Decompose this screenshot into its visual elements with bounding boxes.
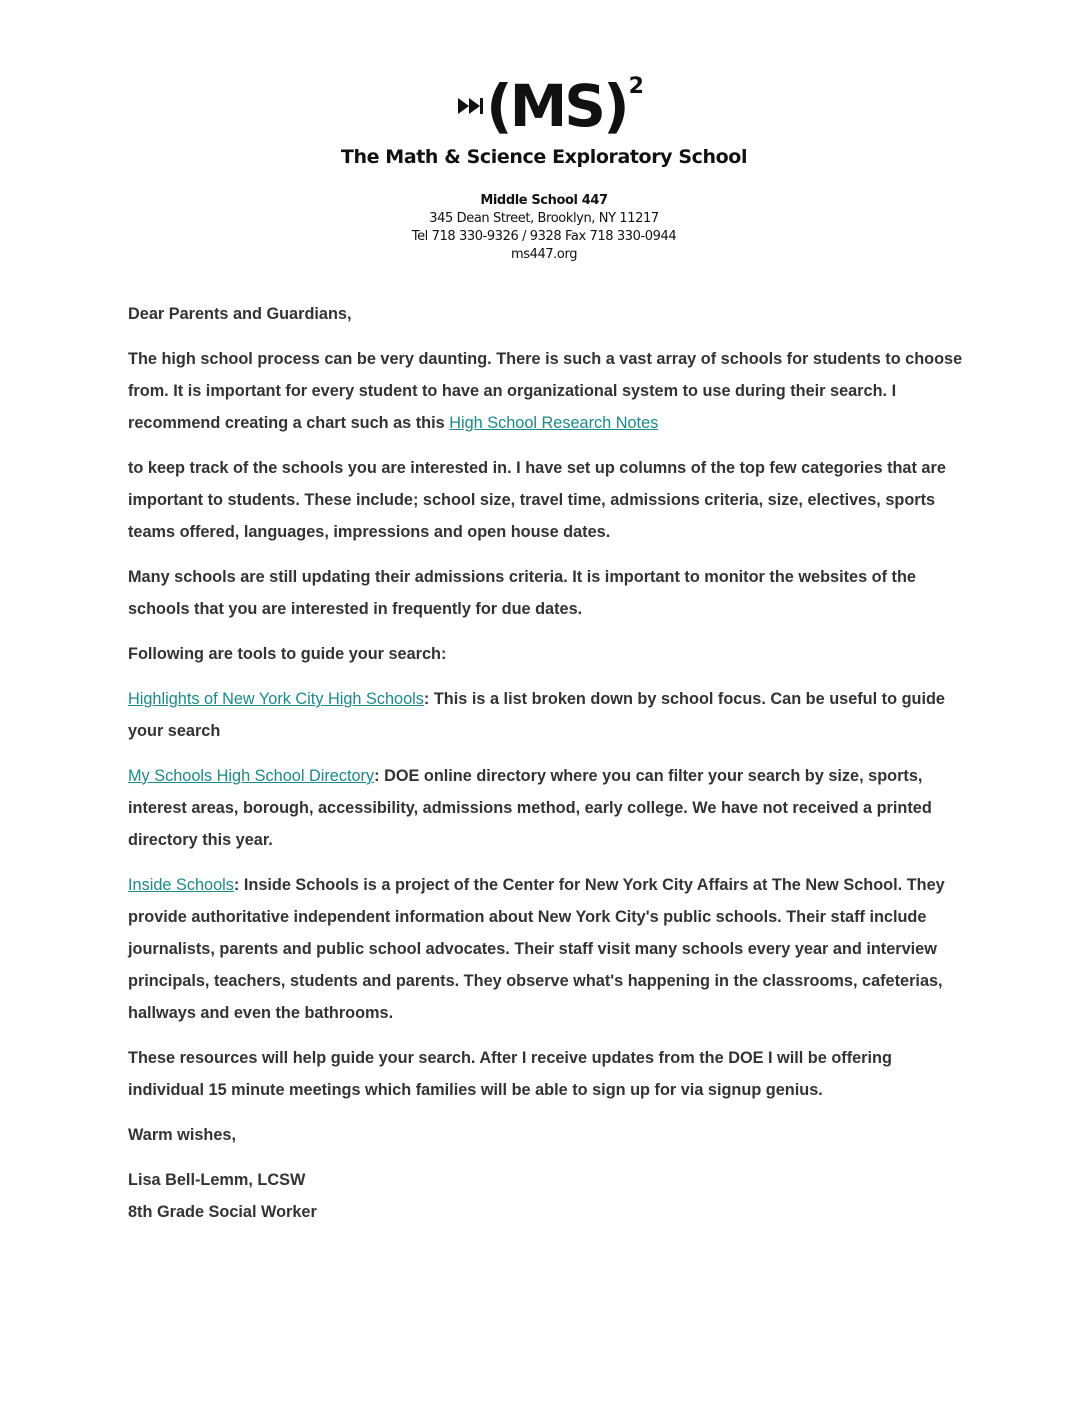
letter-body bbox=[128, 298, 963, 1228]
resource-myschools-text: : DOE online directory where you can filter your search by size, sports, interest areas, borough, accessibility, admissions method, early college. We have not received a printed directory this year. bbox=[128, 767, 932, 849]
resource-highlights bbox=[128, 683, 963, 747]
paragraph-meetings: These resources will help guide your search. After I receive updates from the DOE I will be offering individual 15 minute meetings which families will be able to sign up for via signup genius. bbox=[128, 1049, 892, 1099]
fast-forward-arrows-icon bbox=[458, 96, 484, 121]
logo-text: (MS) bbox=[486, 72, 627, 140]
school-name: The Math & Science Exploratory School bbox=[340, 146, 748, 168]
resource-highlights-text: : This is a list broken down by school focus. Can be useful to guide your search bbox=[128, 690, 945, 740]
inside-schools-link[interactable]: Inside Schools bbox=[128, 876, 234, 894]
school-address-block bbox=[0, 192, 1088, 264]
greeting: Dear Parents and Guardians, bbox=[128, 305, 352, 323]
school-logo bbox=[458, 70, 644, 146]
paragraph-intro-text: The high school process can be very daunting. There is such a vast array of schools for students to choose from. It is important for every student to have an organizational system to use during their search. I recommend creating a chart such as this bbox=[128, 350, 963, 432]
closing: Warm wishes, bbox=[128, 1126, 236, 1144]
logo-superscript: 2 bbox=[628, 74, 644, 99]
resource-insideschools-text: : Inside Schools is a project of the Center for New York City Affairs at The New School. They provide authoritative independent information about New York City's public schools. Their staff include journalists, parents and public school advocates. Their staff visit many schools every year and interview principals, teachers, students and parents. They observe what's happening in the classrooms, cafeterias, hallways and even the bathrooms. bbox=[128, 876, 945, 1022]
high-school-research-notes-link[interactable]: High School Research Notes bbox=[449, 414, 659, 432]
letterhead bbox=[0, 70, 1088, 264]
resource-myschools bbox=[128, 760, 963, 856]
phone-fax: Tel 718 330-9326 / 9328 Fax 718 330-0944 bbox=[411, 229, 677, 244]
paragraph-criteria: Many schools are still updating their admissions criteria. It is important to monitor the websites of the schools that you are interested in frequently for due dates. bbox=[128, 568, 916, 618]
street-address: 345 Dean Street, Brooklyn, NY 11217 bbox=[429, 211, 659, 226]
paragraph-columns: to keep track of the schools you are interested in. I have set up columns of the top few categories that are important to students. These include; school size, travel time, admissions criteria, size, electives, sports teams offered, languages, impressions and open house dates. bbox=[128, 459, 946, 541]
myschools-directory-link[interactable]: My Schools High School Directory bbox=[128, 767, 375, 785]
paragraph-intro bbox=[128, 343, 963, 439]
signer-title: 8th Grade Social Worker bbox=[128, 1203, 317, 1221]
signer-name: Lisa Bell-Lemm, LCSW bbox=[128, 1171, 306, 1189]
highlights-nyc-high-schools-link[interactable]: Highlights of New York City High Schools bbox=[128, 690, 424, 708]
paragraph-tools-intro: Following are tools to guide your search: bbox=[128, 645, 447, 663]
school-website: ms447.org bbox=[510, 247, 578, 262]
resource-insideschools bbox=[128, 869, 963, 1029]
signature-block bbox=[128, 1164, 963, 1228]
school-number: Middle School 447 bbox=[480, 193, 608, 208]
